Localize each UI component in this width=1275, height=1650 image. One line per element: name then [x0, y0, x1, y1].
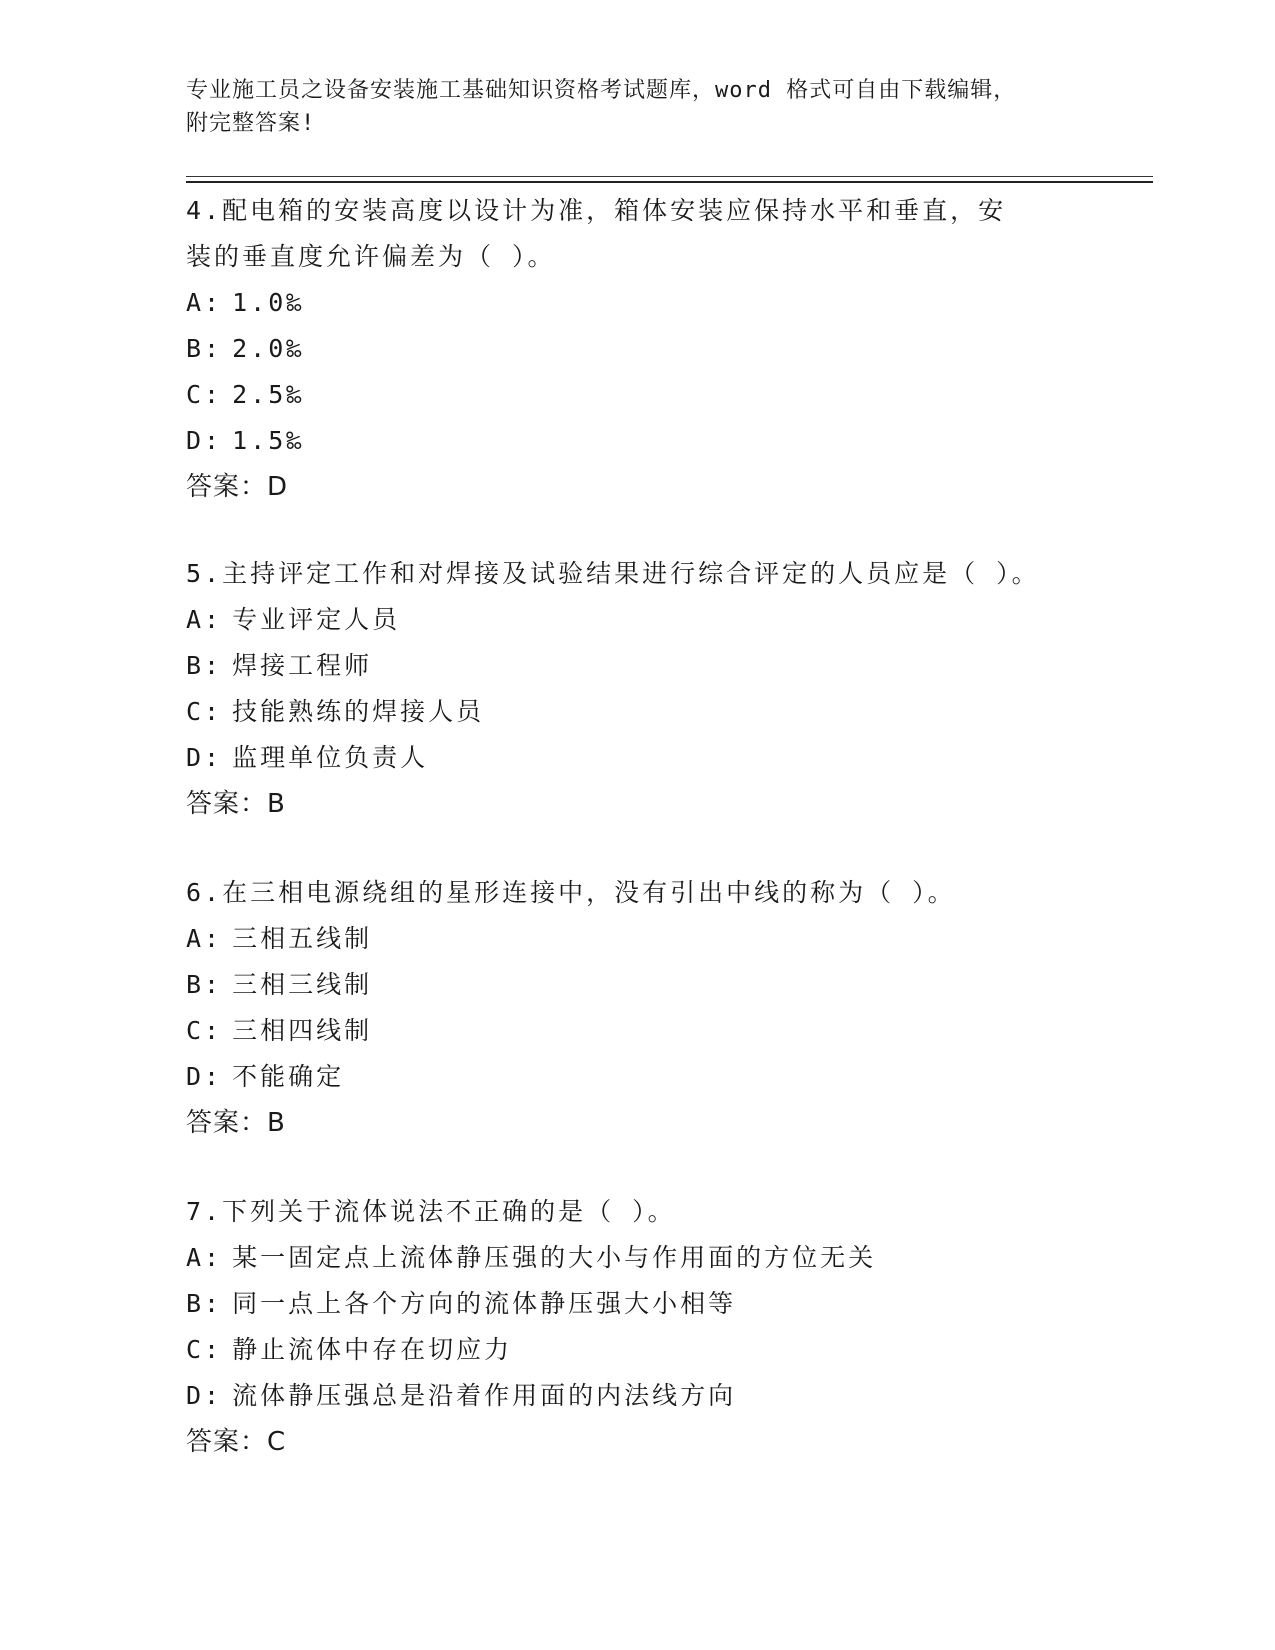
option-letter: B:: [186, 1289, 223, 1318]
option-text: 专业评定人员: [232, 605, 401, 634]
option-b: [186, 643, 1086, 689]
option-letter: A:: [186, 605, 223, 634]
option-text: 不能确定: [232, 1062, 345, 1091]
option-d: [186, 1373, 1086, 1419]
option-letter: D:: [186, 1062, 223, 1091]
option-letter: B:: [186, 970, 223, 999]
answer-line: 答案：B: [186, 789, 286, 819]
option-text: 三相三线制: [232, 970, 373, 999]
option-text: 焊接工程师: [232, 651, 373, 680]
option-letter: A:: [186, 924, 223, 953]
header-line-2: 附完整答案!: [186, 111, 316, 136]
option-c: [186, 372, 1086, 418]
option-letter: B:: [186, 334, 223, 363]
option-letter: B:: [186, 651, 223, 680]
option-letter: C:: [186, 1016, 223, 1045]
option-letter: C:: [186, 697, 223, 726]
option-b: [186, 1281, 1086, 1327]
option-text: 同一点上各个方向的流体静压强大小相等: [232, 1289, 737, 1318]
option-text: 1.0‰: [232, 288, 305, 317]
option-d: [186, 735, 1086, 781]
option-letter: C:: [186, 1335, 223, 1364]
option-letter: C:: [186, 380, 223, 409]
answer-line: 答案：C: [186, 1427, 287, 1457]
option-letter: D:: [186, 743, 223, 772]
answer-line: 答案：D: [186, 472, 289, 502]
option-b: [186, 326, 1086, 372]
option-a: [186, 916, 1086, 962]
header-divider-thin: [186, 176, 1153, 177]
option-text: 三相四线制: [232, 1016, 373, 1045]
option-a: [186, 1235, 1086, 1281]
option-c: [186, 689, 1086, 735]
option-letter: A:: [186, 288, 223, 317]
option-text: 流体静压强总是沿着作用面的内法线方向: [232, 1381, 737, 1410]
question-4: [186, 188, 1086, 510]
option-text: 2.0‰: [232, 334, 305, 363]
question-7: [186, 1189, 1086, 1465]
option-c: [186, 1008, 1086, 1054]
header-line-1: 专业施工员之设备安装施工基础知识资格考试题库，word 格式可自由下载编辑，: [186, 78, 1017, 103]
option-d: [186, 418, 1086, 464]
document-header: [186, 74, 1066, 140]
option-c: [186, 1327, 1086, 1373]
header-divider-thick: [186, 181, 1153, 183]
question-6: [186, 870, 1086, 1146]
option-letter: D:: [186, 426, 223, 455]
option-text: 技能熟练的焊接人员: [232, 697, 485, 726]
option-text: 1.5‰: [232, 426, 305, 455]
option-d: [186, 1054, 1086, 1100]
option-letter: A:: [186, 1243, 223, 1272]
option-text: 监理单位负责人: [232, 743, 429, 772]
option-text: 静止流体中存在切应力: [232, 1335, 513, 1364]
option-letter: D:: [186, 1381, 223, 1410]
option-text: 2.5‰: [232, 380, 305, 409]
option-a: [186, 280, 1086, 326]
answer-line: 答案：B: [186, 1108, 286, 1138]
option-text: 某一固定点上流体静压强的大小与作用面的方位无关: [232, 1243, 877, 1272]
question-stem: 5.主持评定工作和对焊接及试验结果进行综合评定的人员应是（ ）。: [186, 559, 1040, 588]
option-b: [186, 962, 1086, 1008]
question-stem: 6.在三相电源绕组的星形连接中，没有引出中线的称为（ ）。: [186, 878, 956, 907]
question-stem: 4.配电箱的安装高度以设计为准，箱体安装应保持水平和垂直，安装的垂直度允许偏差为（ ）。: [186, 196, 1007, 271]
question-5: [186, 551, 1086, 827]
question-stem: 7.下列关于流体说法不正确的是（ ）。: [186, 1197, 676, 1226]
option-a: [186, 597, 1086, 643]
option-text: 三相五线制: [232, 924, 373, 953]
